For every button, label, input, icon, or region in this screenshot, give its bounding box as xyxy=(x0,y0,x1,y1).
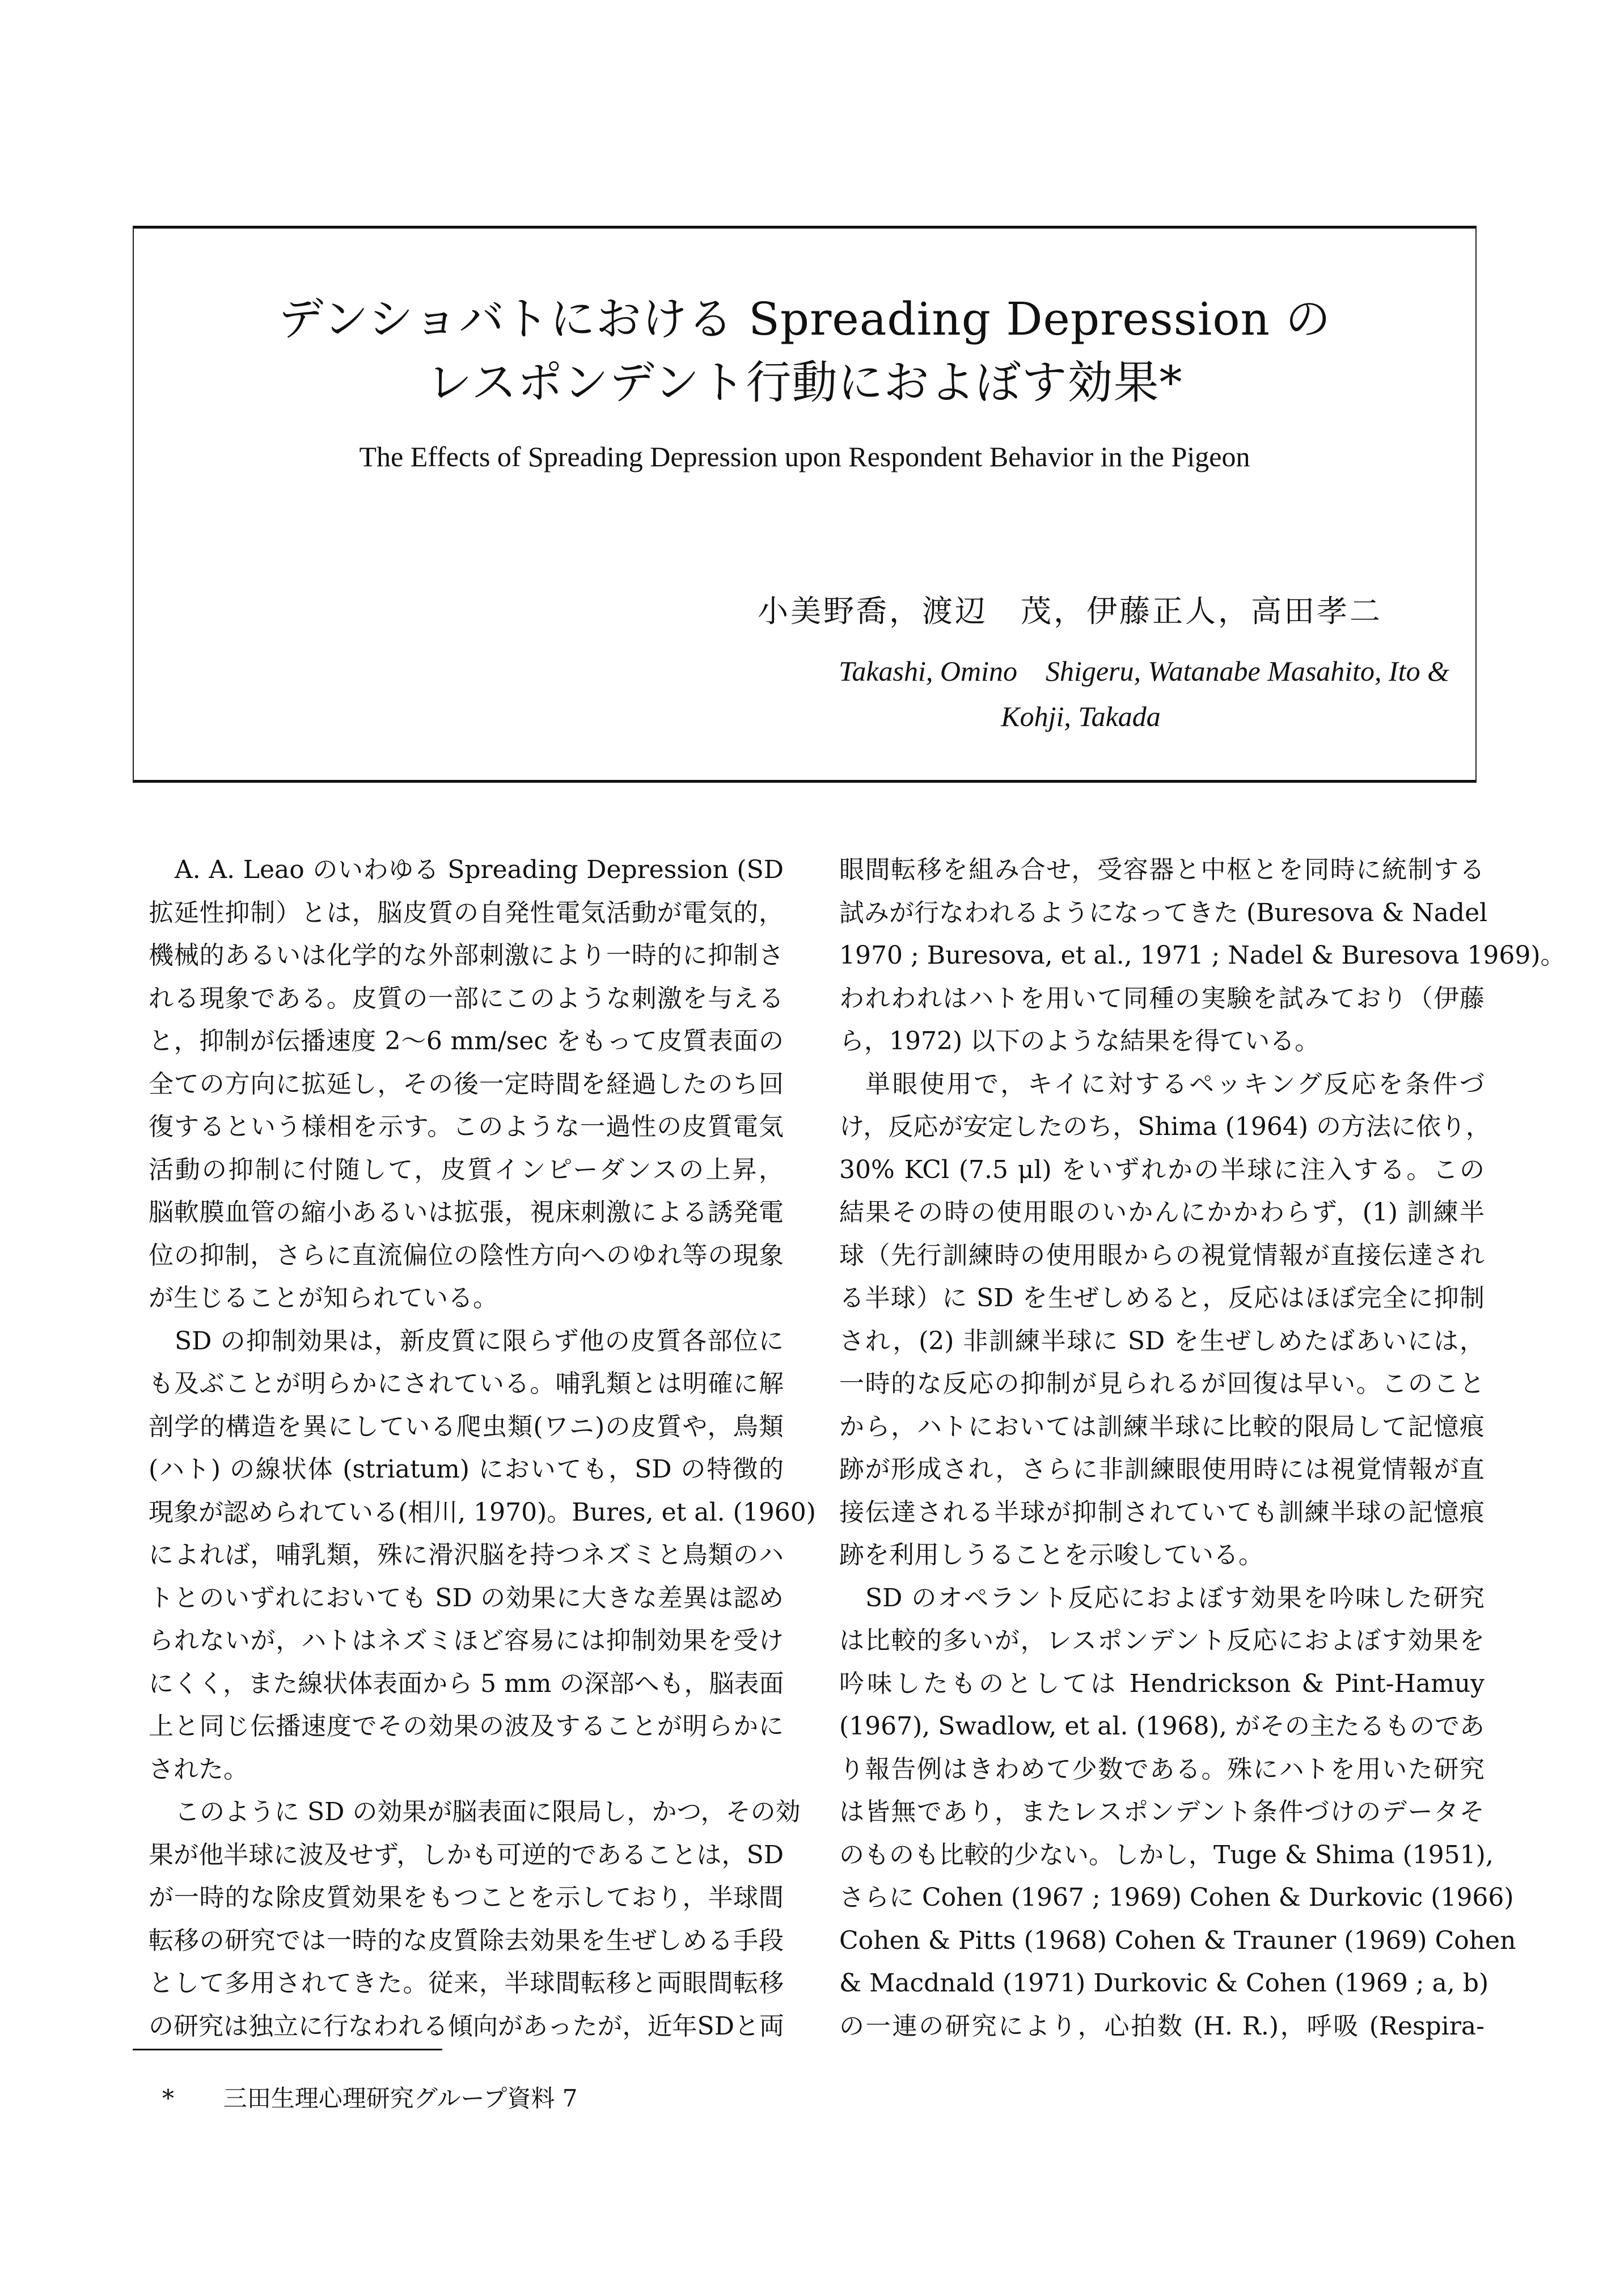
text-line: トとのいずれにおいても SD の効果に大きな差異は認め xyxy=(149,1583,784,1613)
text-line: 果が他半球に波及せず，しかも可逆的であることは，SD xyxy=(149,1840,784,1869)
footnote-marker: * xyxy=(162,2084,174,2112)
text-line: は比較的多いが，レスポンデント反応におよぼす効果を xyxy=(839,1626,1485,1655)
text-line: り報告例はきわめて少数である。殊にハトを用いた研究 xyxy=(839,1754,1485,1784)
title-english: The Effects of Spreading Depression upon Respondent Behavior in the Pigeon xyxy=(359,441,1250,472)
text-line: Cohen & Pitts (1968) Cohen & Trauner (1969) Cohen xyxy=(839,1926,1516,1955)
text-line: 転移の研究では一時的な皮質除去効果を生ぜしめる手段 xyxy=(149,1926,784,1955)
text-line: ら，1972) 以下のような結果を得ている。 xyxy=(839,1027,1320,1056)
text-line: け，反応が安定したのち，Shima (1964) の方法に依り， xyxy=(839,1112,1491,1141)
text-line: 活動の抑制に付随して，皮質インピーダンスの上昇， xyxy=(149,1155,784,1184)
text-line: 跡を利用しうることを示唆している。 xyxy=(839,1540,1263,1569)
text-line: によれば，哺乳類，殊に滑沢脳を持つネズミと鳥類のハ xyxy=(149,1540,784,1569)
text-line: にくく，また線状体表面から 5 mm の深部へも，脳表面 xyxy=(149,1669,784,1698)
footnote-divider xyxy=(133,2049,442,2050)
text-line: 脳軟膜血管の縮小あるいは拡張，視床刺激による誘発電 xyxy=(149,1198,784,1227)
footnote-text: 三田生理心理研究グループ資料 7 xyxy=(223,2084,578,2112)
text-line: の研究は独立に行なわれる傾向があったが，近年SDと両 xyxy=(149,2011,784,2041)
text-line: 上と同じ伝播速度でその効果の波及することが明らかに xyxy=(149,1712,784,1741)
text-line: 30% KCl (7.5 μl) をいずれかの半球に注入する。この xyxy=(839,1155,1485,1184)
text-line: われわれはハトを用いて同種の実験を試みており（伊藤 xyxy=(839,984,1485,1013)
text-line: (ハト) の線状体 (striatum) においても，SD の特徴的 xyxy=(149,1455,784,1484)
text-line: 単眼使用で，キイに対するペッキング反応を条件づ xyxy=(865,1069,1485,1099)
text-line: (1967), Swadlow, et al. (1968), がその主たるものであ xyxy=(839,1712,1485,1741)
authors-romaji-line-1: Takashi, Omino Shigeru, Watanabe Masahito, Ito & xyxy=(839,655,1449,687)
text-line: 拡延性抑制）とは，脳皮質の自発性電気活動が電気的， xyxy=(149,898,784,927)
text-line: 球（先行訓練時の使用眼からの視覚情報が直接伝達され xyxy=(839,1240,1485,1270)
title-japanese-line-1: デンショバトにおける Spreading Depression の xyxy=(278,293,1331,345)
text-line: A. A. Leao のいわゆる Spreading Depression (SD xyxy=(175,855,784,884)
text-line: SD のオペラント反応におよぼす効果を吟味した研究 xyxy=(865,1583,1485,1613)
authors-japanese: 小美野喬，渡辺 茂，伊藤正人，高田孝二 xyxy=(758,593,1382,629)
text-line: 試みが行なわれるようになってきた (Buresova & Nadel xyxy=(839,898,1488,927)
text-line: として多用されてきた。従来，半球間転移と両眼間転移 xyxy=(149,1969,784,1998)
text-line: 現象が認められている(相川, 1970)。Bures, et al. (1960) xyxy=(149,1497,816,1527)
text-line: & Macdnald (1971) Durkovic & Cohen (1969 ; a, b) xyxy=(839,1969,1489,1998)
text-line: から，ハトにおいては訓練半球に比較的限局して記憶痕 xyxy=(839,1412,1485,1441)
title-block xyxy=(133,226,1477,783)
authors-romaji-line-2: Kohji, Takada xyxy=(1001,700,1161,732)
text-line: が生じることが知られている。 xyxy=(149,1284,498,1312)
text-line: 位の抑制，さらに直流偏位の陰性方向へのゆれ等の現象 xyxy=(149,1240,784,1270)
authors-romaji xyxy=(712,648,1449,739)
text-line: され，(2) 非訓練半球に SD を生ぜしめたばあいには， xyxy=(839,1326,1485,1356)
text-line: このように SD の効果が脳表面に限局し，かつ，その効 xyxy=(175,1797,801,1826)
text-line: 接伝達される半球が抑制されていても訓練半球の記憶痕 xyxy=(839,1497,1485,1527)
body-column-right xyxy=(839,849,1566,2048)
text-line: 復するという様相を示す。このような一過性の皮質電気 xyxy=(149,1112,784,1141)
text-line: れる現象である。皮質の一部にこのような刺激を与える xyxy=(149,984,784,1013)
text-line: 1970 ; Buresova, et al., 1971 ; Nadel & Buresova 1969)。 xyxy=(839,941,1566,970)
text-line: さらに Cohen (1967 ; 1969) Cohen & Durkovic (1966) xyxy=(839,1883,1514,1912)
text-line: の一連の研究により，心拍数 (H. R.)，呼吸 (Respira- xyxy=(839,2011,1485,2041)
text-line: された。 xyxy=(149,1754,248,1784)
text-line: と，抑制が伝播速度 2〜6 mm/sec をもって皮質表面の xyxy=(149,1027,784,1056)
text-line: も及ぶことが明らかにされている。哺乳類とは明確に解 xyxy=(149,1369,784,1398)
text-line: 吟味したものとしては Hendrickson & Pint-Hamuy xyxy=(839,1669,1485,1698)
title-japanese-line-2: レスポンデント行動におよぼす効果* xyxy=(426,356,1183,409)
text-line: られないが，ハトはネズミほど容易には抑制効果を受け xyxy=(149,1626,784,1655)
text-line: る半球）に SD を生ぜしめると，反応はほぼ完全に抑制 xyxy=(839,1284,1485,1312)
text-line: 一時的な反応の抑制が見られるが回復は早い。このこと xyxy=(839,1369,1485,1398)
text-line: 結果その時の使用眼のいかんにかかわらず，(1) 訓練半 xyxy=(839,1198,1485,1227)
text-line: のものも比較的少ない。しかし，Tuge & Shima (1951), xyxy=(839,1840,1494,1869)
text-line: 機械的あるいは化学的な外部刺激により一時的に抑制さ xyxy=(149,941,784,970)
text-line: が一時的な除皮質効果をもつことを示しており，半球間 xyxy=(149,1883,784,1912)
text-line: は皆無であり，またレスポンデント条件づけのデータそ xyxy=(839,1797,1485,1826)
text-line: 眼間転移を組み合せ，受容器と中枢とを同時に統制する xyxy=(839,855,1485,884)
text-line: SD の抑制効果は，新皮質に限らず他の皮質各部位に xyxy=(175,1326,784,1356)
body-column-left xyxy=(149,849,816,2048)
text-line: 剖学的構造を異にしている爬虫類(ワニ)の皮質や，鳥類 xyxy=(149,1412,784,1441)
text-line: 跡が形成され，さらに非訓練眼使用時には視覚情報が直 xyxy=(839,1455,1485,1484)
text-line: 全ての方向に拡延し，その後一定時間を経過したのち回 xyxy=(149,1069,784,1099)
footnote xyxy=(162,2083,577,2114)
